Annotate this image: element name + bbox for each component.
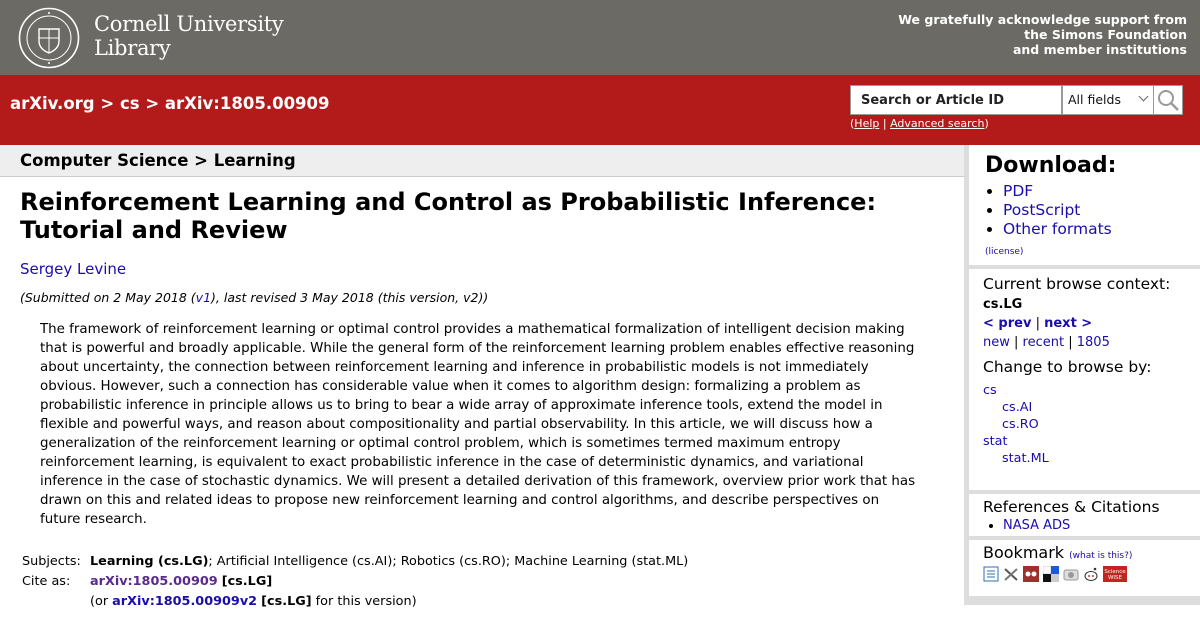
format-item [1003,201,1186,220]
advanced-search-link[interactable]: Advanced search [890,117,985,130]
dateline-post: ), last revised 3 May 2018 (this version, v2)) [211,290,489,305]
paper-title: Reinforcement Learning and Control as Probabilistic Inference: Tutorial and Review [20,188,877,244]
cite-version-link[interactable]: arXiv:1805.00909v2 [112,594,258,609]
what-is-this-link[interactable]: (what is this?) [1069,551,1133,561]
search-button[interactable] [1153,85,1183,115]
mendeley-icon[interactable] [1023,566,1039,582]
bibsonomy-icon[interactable] [983,566,999,582]
sidebar [964,145,1200,605]
help-link[interactable]: Help [854,117,880,130]
search-input[interactable] [850,85,1062,115]
bookmark-label: Bookmark [983,543,1065,562]
download-heading: Download: [985,153,1117,178]
next-link[interactable]: next > [1044,316,1093,331]
search-icon [1154,86,1182,114]
bookmark-heading [983,543,1186,562]
cite2-post: for this version) [315,594,417,609]
breadcrumb [10,94,330,113]
breadcrumb-separator: > [100,94,115,113]
breadcrumb-separator: > [145,94,160,113]
breadcrumb-cs[interactable]: cs [119,94,140,113]
breadcrumb-arxiv[interactable]: arXiv.org [10,94,95,113]
listing-links [983,335,1186,350]
digg-icon[interactable] [1063,566,1079,582]
cite2-pre: (or [90,594,109,609]
reddit-icon[interactable] [1083,566,1099,582]
other-formats-link[interactable]: Other formats [1003,220,1112,238]
format-item [1003,182,1186,201]
browse-stat-ml-link[interactable]: stat.ML [1002,451,1049,466]
support-acknowledgement[interactable] [898,12,1187,57]
pdf-link[interactable]: PDF [1003,182,1034,200]
browse-cs-link[interactable]: cs [983,383,997,398]
bookmark-icons [983,566,1186,582]
subjects-label: Subjects: [22,554,81,569]
primary-subject: Learning (cs.LG) [90,554,209,569]
submission-dateline [20,290,488,305]
cite-value [90,574,272,589]
svg-text:WISE: WISE [1107,575,1123,581]
nasa-ads-link[interactable]: NASA ADS [1003,518,1071,533]
browse-context-heading: Current browse context: [983,275,1171,293]
cite2-category: [cs.LG] [261,594,312,609]
arxiv-banner [0,75,1200,145]
sciencewise-icon[interactable] [1103,566,1127,582]
new-link[interactable]: new [983,335,1010,350]
category-path: Computer Science > Learning [20,151,296,170]
abstract: The framework of reinforcement learning or optimal control provides a mathematical formalization of intelligent decision making that is powerful and broadly applicable. While the general form of the reinforcement learning problem enables effective reasoning about uncertainty, the connection between reinforcement learning and inference in probabilistic models is not immediately obvious. However, such a connection has considerable value when it comes to algorithm design: formalizing a problem as probabilistic inference in principle allows us to bring to bear a wide array of approximate inference tools, extend the model in flexible and powerful ways, and reason about compositionality and partial observability. In this article, we will discuss how a generalization of the reinforcement learning or optimal control problem, which is sometimes termed maximum entropy reinforcement learning, is equivalent to exact probabilistic inference in the case of deterministic dynamics, and variational inference in the case of stochastic dynamics. We will present a detailed derivation of this framework, overview prior work that has drawn on this and related ideas to propose new reinforcement learning and control algorithms, and describe perspectives on future research. [40,322,916,527]
format-item [1003,220,1186,239]
author-link[interactable]: Sergey Levine [20,260,127,278]
category-subheader [0,145,964,177]
nav-separator: | [1035,316,1040,331]
dateline-pre: (Submitted on 2 May 2018 ( [20,290,196,305]
license-link[interactable]: (license) [985,247,1024,257]
reference-item [1003,518,1186,533]
search-field-select[interactable] [1062,85,1154,115]
logo-line-university: Cornell University [94,12,284,36]
cite-label: Cite as: [22,574,71,589]
browse-tree [983,382,1186,467]
top-header [0,0,1200,75]
browse-cs-ro-link[interactable]: cs.RO [1002,417,1039,432]
svg-text:Science: Science [1104,569,1126,575]
references-box [969,494,1200,536]
download-box [969,145,1200,265]
delicious-icon[interactable] [1043,566,1059,582]
chevron-down-icon [1139,92,1149,102]
references-list [1003,518,1186,533]
logo-line-library: Library [94,36,171,60]
nav-separator: | [1068,335,1073,350]
ack-line-2: the Simons Foundation [1024,27,1187,42]
search-field-value: All fields [1068,92,1121,107]
breadcrumb-paper-id[interactable]: arXiv:1805.00909 [164,94,330,113]
change-browse-heading: Change to browse by: [983,358,1152,376]
ack-line-3: and member institutions [1012,42,1187,57]
postscript-link[interactable]: PostScript [1003,201,1081,219]
bookmark-box [969,540,1200,596]
other-subjects: ; Artificial Intelligence (cs.AI); Robotics (cs.RO); Machine Learning (stat.ML) [208,554,689,569]
current-context: cs.LG [983,297,1023,312]
cite-category: [cs.LG] [221,574,273,589]
browse-context-box [969,269,1200,490]
library-logo-text[interactable] [94,12,283,60]
recent-link[interactable]: recent [1022,335,1065,350]
nav-separator: | [1014,335,1019,350]
subjects-value [90,554,688,569]
cite-id-link[interactable]: arXiv:1805.00909 [90,574,218,589]
prev-link[interactable]: < prev [983,316,1032,331]
month-link[interactable]: 1805 [1076,335,1110,350]
citeulike-icon[interactable] [1003,566,1019,582]
browse-stat-link[interactable]: stat [983,434,1008,449]
browse-cs-ai-link[interactable]: cs.AI [1002,400,1033,415]
cornell-seal-icon[interactable] [18,7,80,69]
references-heading: References & Citations [983,498,1160,516]
ack-line-1: We gratefully acknowledge support from [898,12,1187,27]
prev-next-nav [983,316,1186,331]
cite-version-value [90,594,417,609]
version-v1-link[interactable]: v1 [195,290,212,305]
search-help-links: (Help | Advanced search) [850,117,989,130]
download-formats [1003,182,1186,239]
